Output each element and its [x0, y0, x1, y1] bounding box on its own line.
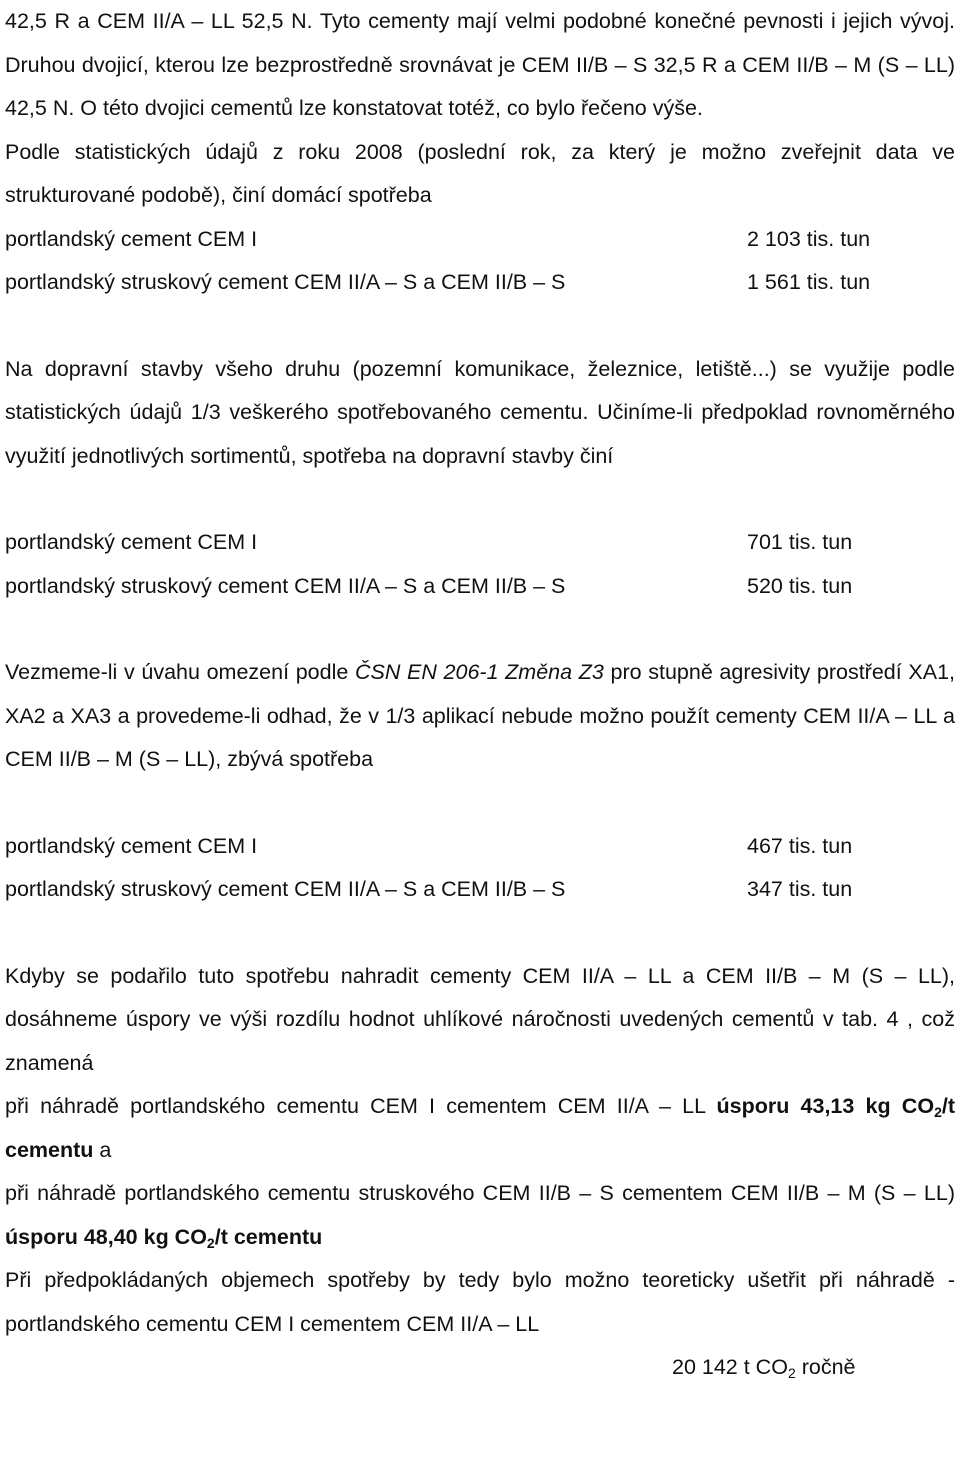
restriction-text: Vezmeme-li v úvahu omezení podle — [5, 660, 355, 684]
subscript: 2 — [206, 1234, 215, 1251]
savings-text: při náhradě portlandského cementu CEM I cementem CEM II/A – LL — [5, 1094, 717, 1118]
intro-paragraph: 42,5 R a CEM II/A – LL 52,5 N. Tyto cementy mají velmi podobné konečné pevnosti i jejich vývoj. Druhou dvojicí, kterou lze bezprostředně srovnávat je CEM II/B – S 32,5 R a CEM II/B – M (S – LL) 42,5 N. O této dvojici cementů lze konstatovat totéž, co bylo řečeno výše. — [5, 9, 955, 120]
table-row — [5, 521, 955, 565]
row-label: portlandský cement CEM I — [5, 530, 258, 554]
row-value: 2 103 tis. tun — [747, 226, 871, 251]
row-label: portlandský cement CEM I — [5, 226, 258, 251]
row-value: 1 561 tis. tun — [747, 270, 871, 294]
savings-text-end: a — [93, 1137, 112, 1162]
savings-unit: /t cementu — [5, 1094, 955, 1162]
row-label: portlandský struskový cement CEM II/A – S a CEM II/B – S — [5, 573, 566, 598]
total-unit: ročně — [795, 1355, 856, 1379]
norm-reference: ČSN EN 206-1 Změna Z3 — [354, 660, 604, 684]
consumption-table-transport — [5, 521, 955, 608]
row-value: 347 tis. tun — [747, 877, 853, 901]
subscript: 2 — [934, 1104, 942, 1120]
subscript: 2 — [787, 1365, 796, 1381]
table-row — [5, 868, 955, 912]
row-label: portlandský struskový cement CEM II/A – S a CEM II/B – S — [5, 877, 566, 901]
savings-unit: /t cementu — [214, 1224, 323, 1249]
row-value: 701 tis. tun — [747, 530, 853, 554]
savings-line-cem1 — [5, 1085, 955, 1172]
statistics-paragraph: Podle statistických údajů z roku 2008 (poslední rok, za který je možno zveřejnit data ve strukturované podobě), činí domácí spotřeba — [5, 139, 955, 207]
savings-amount: úsporu 43,13 kg CO — [716, 1094, 935, 1118]
table-row — [5, 261, 955, 305]
table-row — [5, 565, 955, 609]
restriction-text-end: pro stupně agresivity prostředí XA1, XA2 a XA3 a provedeme-li odhad, že v 1/3 aplikací nebude možno použít cementy CEM II/A – LL a CEM II/B – M (S – LL), zbývá spotřeba — [5, 660, 955, 771]
transport-paragraph: Na dopravní stavby všeho druhu (pozemní komunikace, železnice, letiště...) se využije podle statistických údajů 1/3 veškerého spotřebovaného cementu. Učiníme-li předpoklad rovnoměrného využití jednotlivých sortimentů, spotřeba na dopravní stavby činí — [5, 356, 955, 468]
row-label: portlandský cement CEM I — [5, 833, 258, 858]
total-amount: 20 142 t CO — [672, 1355, 788, 1379]
annual-savings-total — [5, 1346, 955, 1390]
savings-amount: úsporu 48,40 kg CO — [5, 1224, 207, 1249]
table-row — [5, 218, 955, 262]
consumption-table-remaining — [5, 825, 955, 912]
document-page — [5, 0, 955, 1390]
consumption-table-total — [5, 218, 955, 305]
restriction-paragraph — [5, 651, 955, 782]
savings-line-slag — [5, 1172, 955, 1259]
savings-paragraph: Kdyby se podařilo tuto spotřebu nahradit cementy CEM II/A – LL a CEM II/B – M (S – LL), dosáhneme úspory ve výši rozdílu hodnot uhlíkové náročnosti uvedených cementů v tab. 4 , což znamená — [5, 963, 955, 1075]
row-label: portlandský struskový cement CEM II/A – S a CEM II/B – S — [5, 270, 566, 294]
table-row — [5, 825, 955, 869]
savings-text: při náhradě portlandského cementu struskového CEM II/B – S cementem CEM II/B – M (S – LL) — [5, 1181, 955, 1205]
row-value: 520 tis. tun — [747, 573, 853, 598]
row-value: 467 tis. tun — [747, 833, 853, 858]
theoretical-savings-paragraph: Při předpokládaných objemech spotřeby by tedy bylo možno teoreticky ušetřit při náhradě - portlandského cementu CEM I cementem CEM II/A – LL — [5, 1268, 955, 1336]
